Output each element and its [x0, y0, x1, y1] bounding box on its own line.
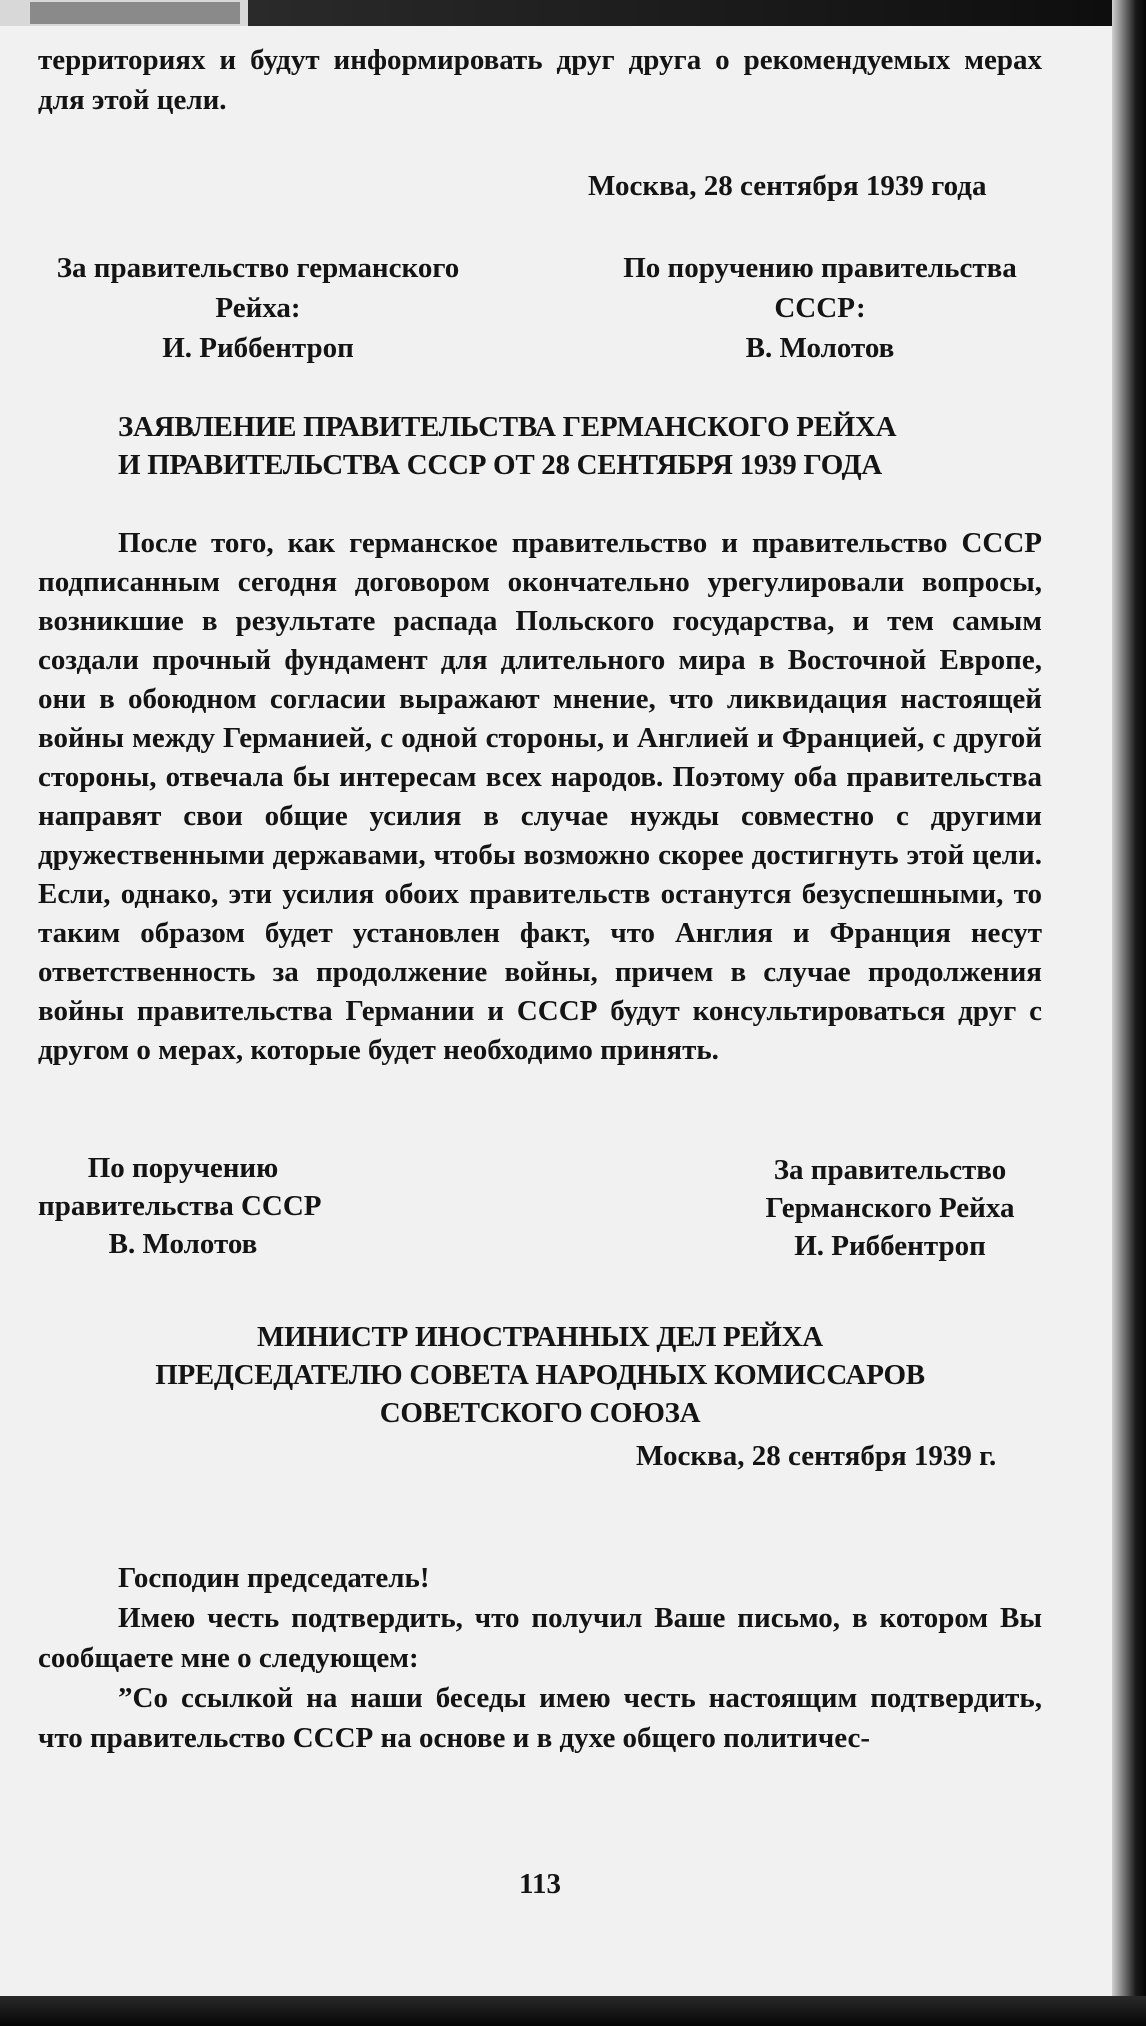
signature2-left-line2: правительства СССР	[38, 1190, 322, 1222]
letter-paragraph-1: Имею честь подтвердить, что получил Ваше письмо, в котором Вы сообщаете мне о следующем:	[38, 1602, 1042, 1674]
signature2-left-line1: По поручению	[87, 1152, 279, 1184]
signature-right-name: В. Молотов	[745, 332, 895, 364]
signature2-right-line2: Германского Рейха	[765, 1192, 1015, 1224]
signature2-right-line1: За правительство	[773, 1154, 1007, 1186]
letter-place-date: Москва, 28 сентября 1939 г.	[636, 1440, 997, 1472]
signature-left-line1: За правительство германского	[56, 252, 460, 284]
continuation-paragraph: территориях и будут информировать друг друга о рекомендуемых мерах для этой цели.	[38, 44, 1042, 116]
signature2-right-name: И. Риббентроп	[794, 1230, 986, 1262]
book-page	[0, 26, 1112, 1996]
letter-heading-line1: МИНИСТР ИНОСТРАННЫХ ДЕЛ РЕЙХА	[257, 1321, 823, 1353]
signature-left-line2: Рейха:	[215, 292, 301, 324]
letter-salutation: Господин председатель!	[118, 1562, 430, 1594]
letter-paragraph-2: ”Со ссылкой на наши беседы имею честь настоящим подтвердить, что правительство СССР на основе и в духе общего политичес-	[38, 1682, 1042, 1754]
signature-right-line1: По поручению правительства	[623, 252, 1017, 284]
signature-right-line2: СССР:	[774, 292, 866, 324]
signature2-left-name: В. Молотов	[108, 1228, 258, 1260]
letter-heading-line2: ПРЕДСЕДАТЕЛЮ СОВЕТА НАРОДНЫХ КОМИССАРОВ	[155, 1359, 925, 1391]
signature-left-name: И. Риббентроп	[162, 332, 354, 364]
scan-bottom-border	[0, 1996, 1146, 2026]
scan-top-tab	[30, 2, 240, 24]
scan-top-border	[0, 0, 1146, 26]
page-number: 113	[519, 1868, 561, 1900]
statement-heading-line2: И ПРАВИТЕЛЬСТВА СССР ОТ 28 СЕНТЯБРЯ 1939 ГОДА	[118, 449, 882, 481]
statement-body: После того, как германское правительство и правительство СССР подписанным сегодня договором окончательно урегулировали вопросы, возникшие в результате распада Польского государства, и тем самым создали прочный фундамент для длительного мира в Восточной Европе, они в обоюдном согласии выражают мнение, что ликвидация настоящей войны между Германией, с одной стороны, и Англией и Францией, с другой стороны, отвечала бы интересам всех народов. Поэтому оба правительства направят свои общие усилия в случае нужды совместно с другими дружественными державами, чтобы возможно скорее достигнуть этой цели. Если, однако, эти усилия обоих правительств останутся безуспешными, то таким образом будет установлен факт, что Англия и Франция несут ответственность за продолжение войны, причем в случае продолжения войны правительства Германии и СССР будут консультироваться друг с другом о мерах, которые будет необходимо принять.	[38, 527, 1042, 1066]
scan-top-shadow	[248, 0, 1146, 26]
place-date-first: Москва, 28 сентября 1939 года	[588, 170, 987, 202]
statement-heading-line1: ЗАЯВЛЕНИЕ ПРАВИТЕЛЬСТВА ГЕРМАНСКОГО РЕЙХА	[118, 411, 897, 443]
scan-right-edge	[1112, 0, 1146, 2026]
letter-heading-line3: СОВЕТСКОГО СОЮЗА	[379, 1397, 701, 1429]
